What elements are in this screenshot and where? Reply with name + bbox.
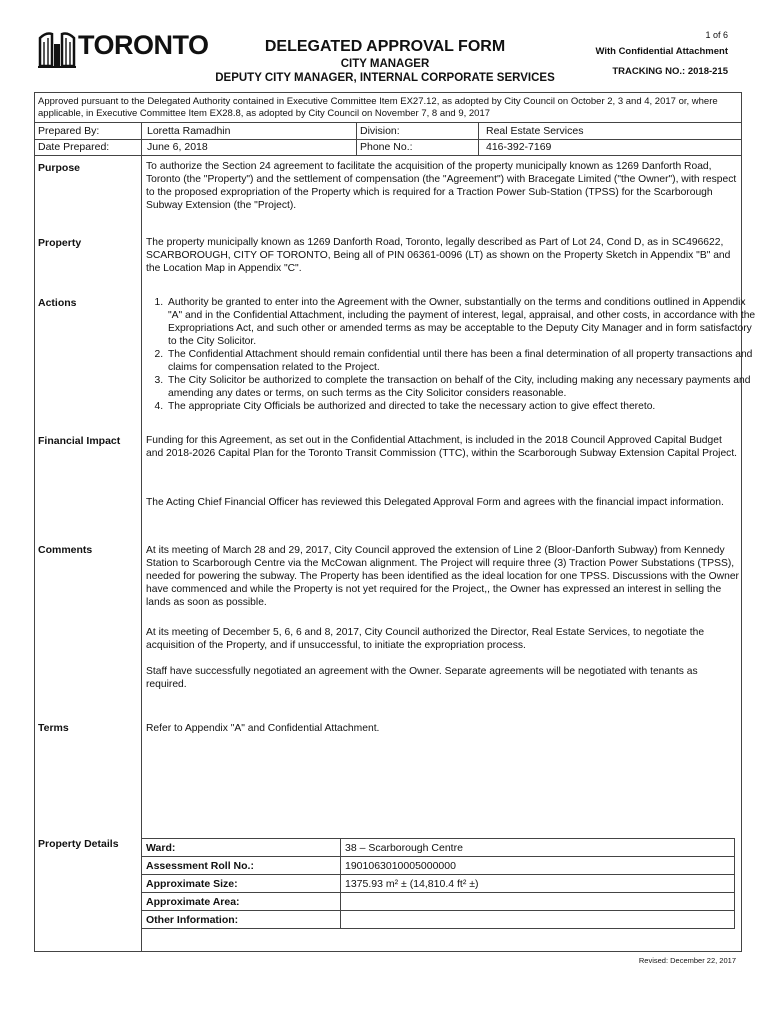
prepared-by-label: Prepared By:: [38, 125, 100, 137]
purpose-text: To authorize the Section 24 agreement to facilitate the acquisition of the property municipally known as 1269 Danforth Road, Toronto (the "Property") and the settlement of compensation (the "Agreement") with Bracegate Limited ("the Owner"), with respect to the proposed expropriation of the Property which is required for a Traction Power Sub-Station (TPSS) for the Scarborough Subway Extension (the "Project).: [146, 161, 737, 211]
property-label: Property: [38, 237, 82, 249]
table-row: [142, 857, 735, 875]
details-key: Ward:: [142, 839, 341, 857]
prepared-by-value: Loretta Ramadhin: [147, 125, 231, 137]
column-divider: [356, 122, 357, 155]
financial-impact-text-1: Funding for this Agreement, as set out in the Confidential Attachment, is included in the 2018 Council Approved Capital Budget and 2018-2026 Capital Plan for the Toronto Transit Commission (TTC), within the Scarborough Subway Extension Capital Project.: [146, 435, 738, 459]
financial-impact-text-2: The Acting Chief Financial Officer has reviewed this Delegated Approval Form and agrees with the financial impact information.: [146, 497, 724, 508]
comments-text-1: At its meeting of March 28 and 29, 2017, City Council approved the extension of Line 2 (Bloor-Danforth Subway) from Kennedy Station to Scarborough Centre via the McCowan alignment. The Project will require three (3) Traction Power Substations (TPSS), needed for powering the subway. The Property has been identified as the ideal location for one TPSS. Discussions with the Owner have commenced and while the Property is not yet required for the Project,, the Owner has expressed an interest in selling the lands as soon as possible.: [146, 545, 739, 608]
action-item: 3. The City Solicitor be authorized to complete the transaction on behalf of the City, including making any necessary payments and amending any dates or terms, on such terms as the City Solicitor considers reasonable.: [166, 374, 760, 400]
date-prepared-label: Date Prepared:: [38, 141, 110, 153]
terms-label: Terms: [38, 722, 69, 734]
phone-label: Phone No.:: [360, 141, 413, 153]
details-value: 1375.93 m² ± (14,810.4 ft² ±): [341, 875, 735, 893]
division-label: Division:: [360, 125, 400, 137]
property-details-table: [141, 838, 735, 929]
column-divider: [478, 122, 479, 155]
page-number: 1 of 6: [705, 30, 728, 40]
tracking-number: TRACKING NO.: 2018-215: [612, 66, 728, 77]
phone-value: 416-392-7169: [486, 141, 552, 153]
logo-text: TORONTO: [78, 30, 209, 60]
form-title: DELEGATED APPROVAL FORM: [264, 38, 506, 55]
actions-list: [146, 296, 760, 413]
approved-text: Approved pursuant to the Delegated Authority contained in Executive Committee Item EX27.12, as adopted by City Council on October 2, 3 and 4, 2017 or, where applicable, in Executive Committee Item EX28.8, as adopted by City Council on November 7, 8 and 9, 2017: [38, 96, 718, 119]
property-details-label: Property Details: [38, 838, 119, 850]
purpose-label: Purpose: [38, 162, 81, 174]
form-subtitle-city-manager: CITY MANAGER: [340, 58, 430, 70]
details-value: [341, 911, 735, 929]
comments-text-3: Staff have successfully negotiated an agreement with the Owner. Separate agreements will be negotiated with tenants as required.: [146, 666, 698, 690]
action-item: 4. The appropriate City Officials be authorized and directed to take the necessary action to give effect thereto.: [166, 400, 760, 413]
details-value: [341, 893, 735, 911]
date-prepared-value: June 6, 2018: [147, 141, 208, 153]
table-row: [142, 875, 735, 893]
details-key: Other Information:: [142, 911, 341, 929]
details-value: 38 – Scarborough Centre: [341, 839, 735, 857]
actions-label: Actions: [38, 297, 77, 309]
financial-impact-label: Financial Impact: [38, 435, 121, 447]
comments-text-2: At its meeting of December 5, 6, 6 and 8, 2017, City Council authorized the Director, Real Estate Services, to negotiate the acquisition of the Property, and if unsuccessful, to initiate the expropriation process.: [146, 627, 705, 651]
details-value: 1901063010005000000: [341, 857, 735, 875]
revised-date: Revised: December 22, 2017: [638, 956, 736, 965]
details-key: Assessment Roll No.:: [142, 857, 341, 875]
action-item: 2. The Confidential Attachment should remain confidential until there has been a final determination of all property transactions and claims for compensation related to the Project.: [166, 348, 760, 374]
form-subtitle-deputy: DEPUTY CITY MANAGER, INTERNAL CORPORATE SERVICES: [215, 72, 555, 84]
table-row: [142, 911, 735, 929]
terms-text: Refer to Appendix "A" and Confidential Attachment.: [146, 723, 380, 734]
table-row: [142, 839, 735, 857]
property-text: The property municipally known as 1269 Danforth Road, Toronto, legally described as Part of Lot 24, Cond D, as in SC496622, SCARBOROUGH, CITY OF TORONTO, Being all of PIN 06361-0096 (LT) as shown on the Property Sketch in Appendix "B" and the Location Map in Appendix "C".: [146, 237, 731, 274]
details-key: Approximate Size:: [142, 875, 341, 893]
action-item: 1. Authority be granted to enter into the Agreement with the Owner, substantially on the terms and conditions outlined in Appendix "A" and in the Confidential Attachment, including the payment of interest, legal, appraisal, and other costs, in accordance with the Expropriations Act, and such other or amended terms as may be acceptable to the Deputy City Manager and in form satisfactory to the City Solicitor.: [166, 296, 760, 348]
division-value: Real Estate Services: [486, 125, 584, 137]
confidential-note: With Confidential Attachment: [595, 46, 728, 57]
comments-label: Comments: [38, 544, 93, 556]
table-row: [142, 893, 735, 911]
details-key: Approximate Area:: [142, 893, 341, 911]
column-divider: [141, 122, 142, 952]
